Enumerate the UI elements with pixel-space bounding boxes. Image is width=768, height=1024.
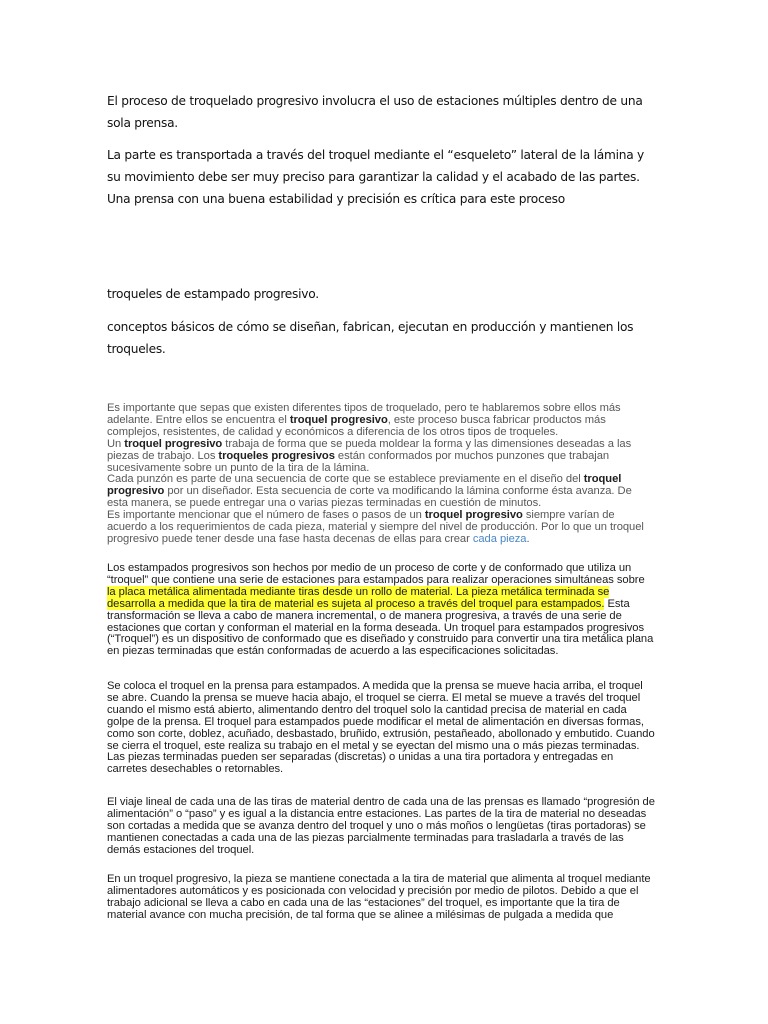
article-paragraph-3: Cada punzón es parte de una secuencia de corte que se establece previamente en el diseño del troquel progresivo por un diseñador. Esta secuencia de corte va modificando la lámina conforme ésta avanza. De esta manera, se puede entregar una o varias piezas terminadas en cuestión de minutos. — [107, 473, 632, 510]
article-grey-block — [107, 403, 655, 546]
article-paragraph-8: En un troquel progresivo, la pieza se mantiene conectada a la tira de material que alimenta al troquel mediante alimentadores automáticos y es posicionada con velocidad y precisión por medio de pilotos. Debido a que el trabajo adicional se lleva a cabo en cada una de las “estaciones” del troquel, es importante que la tira de material avance con mucha precisión, de tal forma que se alinee a milésimas de pulgada a medida que — [107, 873, 651, 921]
section-heading: troqueles de estampado progresivo. — [107, 287, 319, 301]
article-paragraph-5: Los estampados progresivos son hechos por medio de un proceso de corte y de conformado que utiliza un “troquel” que contiene una serie de estaciones para estampados para realizar operaciones simultáneas sobre la placa metálica alimentada mediante tiras desde un rollo de material. La pieza metálica terminada se desarrolla a medida que la tira de material es sujeta al proceso a través del troquel para estampados. Esta transformación se lleva a cabo de manera incremental, o de manera progresiva, a través de una serie de estaciones que cortan y conforman el material en la forma deseada. Un troquel para estampados progresivos (“Troquel”) es un dispositivo de conformado que es diseñado y construido para convertir una tira metálica plana en piezas terminadas que están conformadas de acuerdo a las especificaciones solicitadas. — [107, 562, 654, 658]
intro-paragraph-1: El proceso de troquelado progresivo involucra el uso de estaciones múltiples dentro de una sola prensa. — [107, 94, 643, 130]
highlighted-text: la placa metálica alimentada mediante tiras desde un rollo de material. La pieza metálica terminada se desarrolla a medida que la tira de material es sujeta al proceso a través del troquel para estampados. — [107, 585, 610, 610]
article-paragraph-4: Es importante mencionar que el número de fases o pasos de un troquel progresivo siempre varían de acuerdo a los requerimientos de cada pieza, material y siempre del nivel de producción. Por lo que un troquel progresivo puede tener desde una fase hasta decenas de ellas para crear cada pieza. — [107, 509, 644, 545]
article-paragraph-7: El viaje lineal de cada una de las tiras de material dentro de cada una de las prensas es llamado “progresión de alimentación” o “paso” y es igual a la distancia entre estaciones. Las partes de la tira de material no deseadas son cortadas a medida que se avanza dentro del troquel y uno o más moños o lengüetas (tiras portadoras) se mantienen conectadas a cada una de las piezas parcialmente terminadas para trasladarla a través de las demás estaciones del troquel. — [107, 796, 655, 856]
cada-pieza-link[interactable]: cada pieza — [472, 532, 527, 545]
article-paragraph-6: Se coloca el troquel en la prensa para estampados. A medida que la prensa se mueve hacia arriba, el troquel se abre. Cuando la prensa se mueve hacia abajo, el troquel se cierra. El metal se mueve a través del troquel cuando el mismo está abierto, alimentando dentro del troquel solo la cantidad precisa de material en cada golpe de la prensa. El troquel para estampados puede modificar el metal de alimentación en diversas formas, como son corte, doblez, acuñado, desbastado, bruñido, extrusión, pestañeado, abollonado y embutido. Cuando se cierra el troquel, este realiza su trabajo en el metal y se eyectan del mismo una o más piezas terminadas. Las piezas terminadas pueden ser separadas (discretas) o unidas a una tira portadora y entregadas en carretes desechables o retornables. — [107, 680, 655, 776]
article-paragraph-2: Un troquel progresivo trabaja de forma que se pueda moldear la forma y las dimensiones deseadas a las piezas de trabajo. Los troqueles progresivos están conformados por muchos punzones que trabajan sucesivamente sobre un punto de la tira de la lámina. — [107, 437, 632, 474]
article-paragraph-1: Es importante que sepas que existen diferentes tipos de troquelado, pero te hablaremos sobre ellos más adelante. Entre ellos se encuentra el troquel progresivo, este proceso busca fabricar productos más complejos, resistentes, de calidad y económicos a diferencia de los otros tipos de troqueles. — [107, 402, 621, 438]
concepts-paragraph: conceptos básicos de cómo se diseñan, fabrican, ejecutan en producción y mantienen los troqueles. — [107, 320, 634, 356]
intro-paragraph-2: La parte es transportada a través del troquel mediante el “esqueleto” lateral de la lámina y su movimiento debe ser muy preciso para garantizar la calidad y el acabado de las partes. Una prensa con una buena estabilidad y precisión es crítica para este proceso — [107, 148, 644, 206]
